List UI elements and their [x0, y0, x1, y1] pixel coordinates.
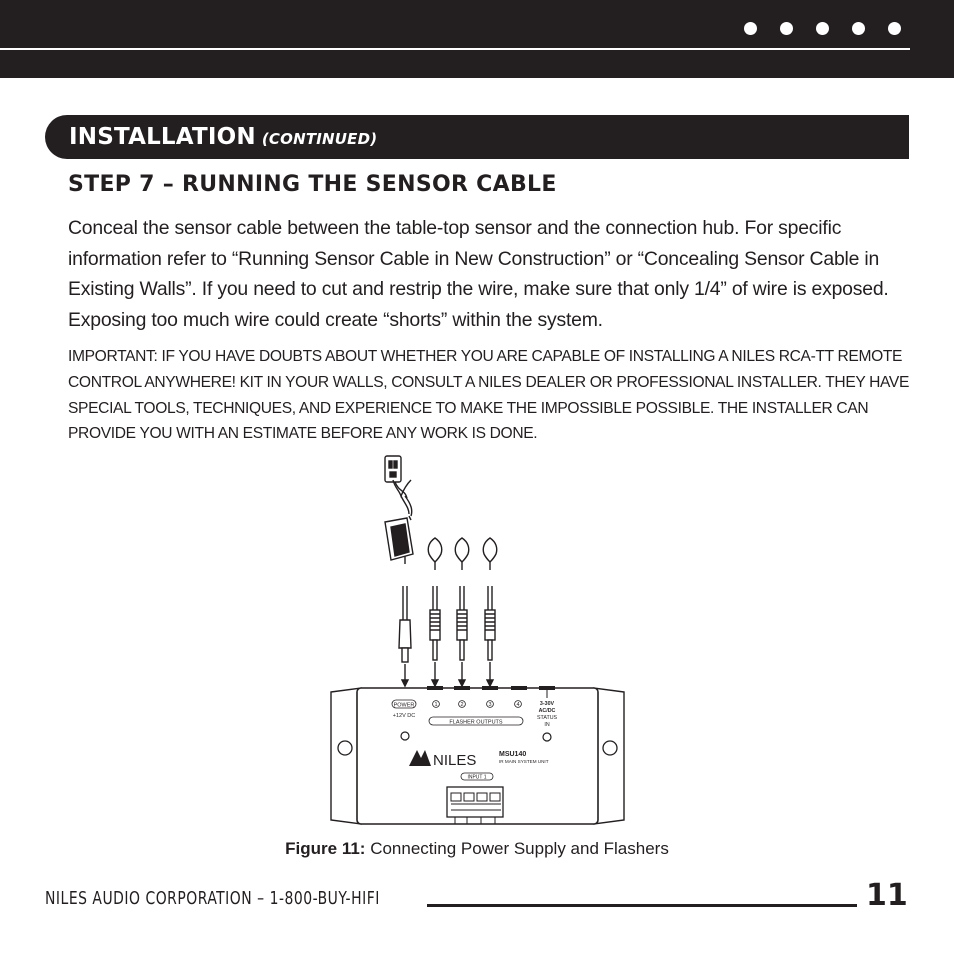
footer-rule: [427, 904, 857, 907]
section-heading-band: [45, 115, 909, 159]
power-port-label: POWER: [393, 702, 415, 709]
mini-plug-icon: [485, 610, 495, 660]
flasher-outputs-label: FLASHER OUTPUTS: [449, 719, 503, 726]
barrel-plug-icon: [399, 620, 411, 662]
model-number: MSU140: [499, 751, 527, 758]
header-dot: [780, 22, 793, 35]
important-notice: IMPORTANT: IF YOU HAVE DOUBTS ABOUT WHETHER YOU ARE CAPABLE OF INSTALLING A NILES RCA-TT REMOTE CONTROL ANYWHERE! KIT IN YOUR WALLS, CONSULT A NILES DEALER OR PROFESSIONAL INSTALLER. THEY HAVE SPECIAL TOOLS, TECHNIQUES, AND EXPERIENCE TO MAKE THE IMPOSSIBLE POSSIBLE. THE INSTALLER CAN PROVIDE YOU WITH AN ESTIMATE BEFORE ANY WORK IS DONE.: [68, 348, 910, 443]
header-dots: [744, 22, 901, 35]
wall-outlet-icon: [385, 456, 401, 482]
status-acdc-label: AC/DC: [538, 708, 556, 714]
status-in-label: IN: [544, 722, 550, 728]
figure-caption-text: Connecting Power Supply and Flashers: [370, 839, 669, 858]
output-port-1-label: 1: [434, 702, 438, 709]
section-title-text: INSTALLATION: [69, 124, 256, 150]
flasher-emitter-icon: [455, 538, 469, 570]
mini-plug-icon: [430, 610, 440, 660]
body-paragraph: Conceal the sensor cable between the table-top sensor and the connection hub. For specific information refer to “Running Sensor Cable in New Construction” or “Concealing Sensor Cable in Existing Walls”. If you need to cut and restrip the wire, make sure that only 1/4” of wire is exposed. Exposing too much wire could create “shorts” within the system.: [68, 217, 889, 331]
flasher-emitter-icon: [428, 538, 442, 570]
footer-company: NILES AUDIO CORPORATION – 1-800-BUY-HIFI: [45, 888, 380, 909]
wiring-diagram: [325, 452, 630, 832]
output-port-3-label: 3: [488, 702, 492, 709]
page-number: 11: [866, 878, 908, 913]
mini-plug-icon: [457, 610, 467, 660]
flasher-emitter-icon: [483, 538, 497, 570]
output-port-2-label: 2: [460, 702, 464, 709]
status-voltage-label: 3-30V: [539, 701, 555, 707]
header-rule: [0, 48, 910, 50]
figure-caption: [0, 839, 954, 859]
header-dot: [816, 22, 829, 35]
header-bar: [0, 0, 954, 78]
section-title: [69, 124, 377, 150]
header-dot: [744, 22, 757, 35]
header-dot: [888, 22, 901, 35]
niles-brand-text: NILES: [433, 752, 477, 769]
section-subtitle: (CONTINUED): [261, 130, 378, 148]
msu140-unit: [331, 686, 624, 824]
model-description: IR MAIN SYSTEM UNIT: [499, 759, 549, 764]
power-adapter-icon: [385, 516, 413, 560]
input-port-label: INPUT 1: [467, 774, 487, 781]
status-label: STATUS: [536, 715, 558, 721]
figure-caption-label: Figure 11:: [285, 839, 366, 858]
output-port-4-label: 4: [516, 702, 520, 709]
header-dot: [852, 22, 865, 35]
power-voltage-label: +12V DC: [392, 713, 416, 719]
step-title: STEP 7 – RUNNING THE SENSOR CABLE: [68, 172, 557, 197]
